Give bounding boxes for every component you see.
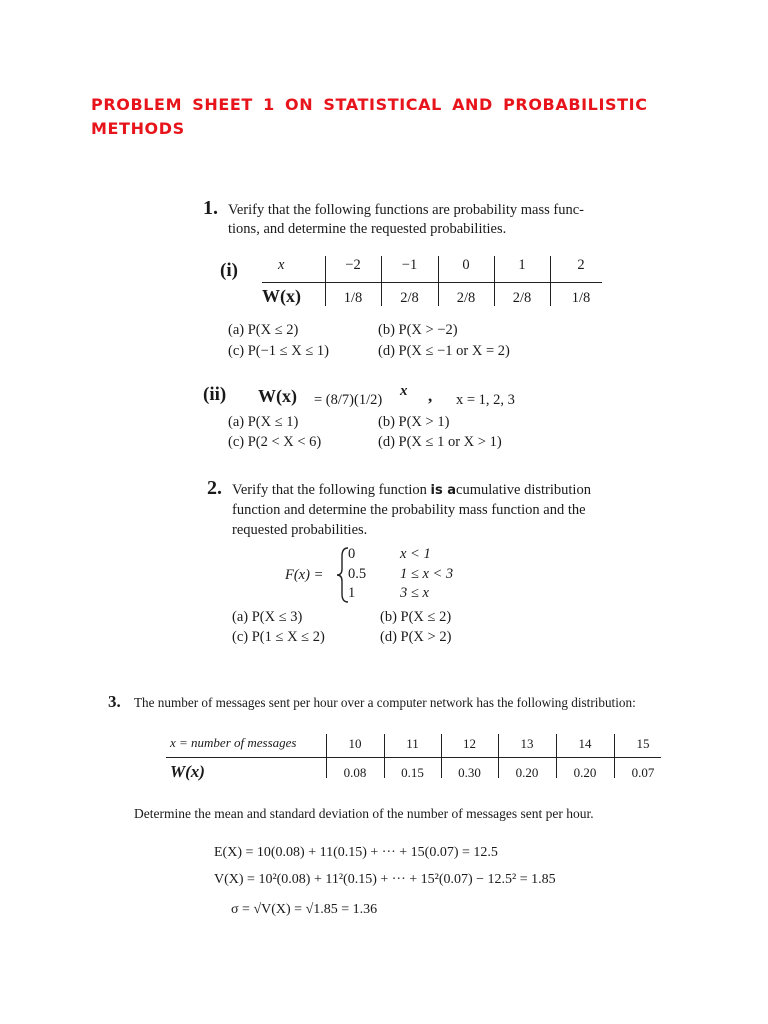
part-i-label: (i) — [220, 260, 238, 281]
cdf-case-condition: x < 1 — [400, 546, 431, 562]
messages-table-w-cell: 0.30 — [458, 765, 481, 780]
q1-ii-item-c: (c) P(2 < X < 6) — [228, 434, 322, 450]
question-2-line-1-c: cumulative distribution — [456, 482, 591, 498]
messages-table-w-cell: 0.08 — [343, 765, 367, 780]
messages-table-x-cell: 15 — [636, 736, 650, 751]
table-1-w-cell: 2/8 — [456, 290, 476, 306]
cdf-case-value: 0.5 — [348, 566, 367, 582]
table-1-w-cell: 2/8 — [400, 290, 419, 306]
q1-item-c: (c) P(−1 ≤ X ≤ 1) — [228, 343, 330, 359]
table-1-x-cell: −1 — [401, 257, 418, 273]
table-1-w-cell: 1/8 — [571, 290, 591, 306]
messages-table-x-cell: 10 — [348, 736, 362, 751]
cdf-case-condition: 1 ≤ x < 3 — [400, 566, 454, 582]
equation-std-dev: σ = √V(X) = √1.85 = 1.36 — [231, 902, 378, 917]
part-ii-formula: = (8/7)(1/2) — [314, 392, 383, 408]
cdf-label: F(x) = — [285, 567, 324, 583]
equation-variance: V(X) = 10²(0.08) + 11²(0.15) + ··· + 15²(0.07) − 12.5² = 1.85 — [214, 872, 556, 887]
cdf-case-value: 1 — [348, 585, 356, 601]
messages-table-w-cell: 0.20 — [515, 765, 539, 780]
q1-ii-item-d: (d) P(X ≤ 1 or X > 1) — [378, 434, 502, 450]
messages-table-w-cell: 0.15 — [401, 765, 424, 780]
q2-item-d: (d) P(X > 2) — [380, 629, 452, 645]
part-ii-domain: x = 1, 2, 3 — [456, 392, 515, 408]
cdf-case-value: 0 — [348, 546, 356, 562]
messages-table-w-header: W(x) — [170, 762, 205, 781]
q1-item-b: (b) P(X > −2) — [378, 322, 458, 338]
messages-table-x-cell: 13 — [520, 736, 534, 751]
table-1-w-cell: 2/8 — [512, 290, 532, 306]
table-1-x-cell: 2 — [577, 257, 585, 273]
question-2-number: 2. — [207, 477, 222, 499]
q1-item-d: (d) P(X ≤ −1 or X = 2) — [378, 343, 510, 359]
question-2-line-3: requested probabilities. — [232, 522, 368, 538]
table-1-x-cell: 1 — [518, 257, 526, 273]
q2-item-c: (c) P(1 ≤ X ≤ 2) — [232, 629, 325, 645]
part-ii-function-label: W(x) — [258, 386, 297, 406]
part-ii-label: (ii) — [203, 384, 227, 405]
table-1-w-cell: 1/8 — [343, 290, 363, 306]
messages-table-w-cell: 0.20 — [573, 765, 597, 780]
q1-ii-item-a: (a) P(X ≤ 1) — [228, 414, 299, 430]
page-title: PROBLEM SHEET 1 ON STATISTICAL AND PROBABILISTIC METHODS — [91, 95, 648, 138]
messages-table-x-cell: 12 — [463, 736, 476, 751]
q1-ii-item-b: (b) P(X > 1) — [378, 414, 450, 430]
part-ii-comma: , — [428, 386, 433, 405]
question-2-line-1-a: Verify that the following function — [232, 482, 431, 498]
cdf-case-condition: 3 ≤ x — [400, 585, 429, 601]
messages-table-divider — [166, 757, 661, 758]
table-1-x-header: x — [278, 257, 285, 273]
question-3-line-1: The number of messages sent per hour over a computer network has the following distribution: — [134, 695, 636, 710]
equation-mean: E(X) = 10(0.08) + 11(0.15) + ··· + 15(0.07) = 12.5 — [214, 845, 498, 860]
question-2-line-1-b: is a — [430, 483, 457, 498]
question-3-prompt: Determine the mean and standard deviation of the number of messages sent per hour. — [134, 806, 594, 821]
question-3-number: 3. — [108, 692, 121, 711]
q2-item-a: (a) P(X ≤ 3) — [232, 609, 303, 625]
question-1-line-1: Verify that the following functions are probability mass func- — [228, 202, 584, 218]
messages-table-x-cell: 14 — [578, 736, 592, 751]
table-1-x-cell: −2 — [345, 257, 361, 273]
table-1-x-cell: 0 — [462, 257, 470, 273]
q1-item-a: (a) P(X ≤ 2) — [228, 322, 299, 338]
messages-table-x-cell: 11 — [406, 736, 419, 751]
question-1-number: 1. — [203, 197, 218, 219]
table-1-w-header: W(x) — [262, 286, 301, 306]
question-1-line-2: tions, and determine the requested probabilities. — [228, 221, 507, 237]
part-ii-exponent: x — [400, 383, 408, 399]
q2-item-b: (b) P(X ≤ 2) — [380, 609, 452, 625]
messages-table-w-cell: 0.07 — [631, 765, 655, 780]
messages-table-x-header: x = number of messages — [170, 735, 297, 750]
question-2-line-1 — [232, 482, 591, 499]
question-2-line-2: function and determine the probability mass function and the — [232, 502, 586, 518]
